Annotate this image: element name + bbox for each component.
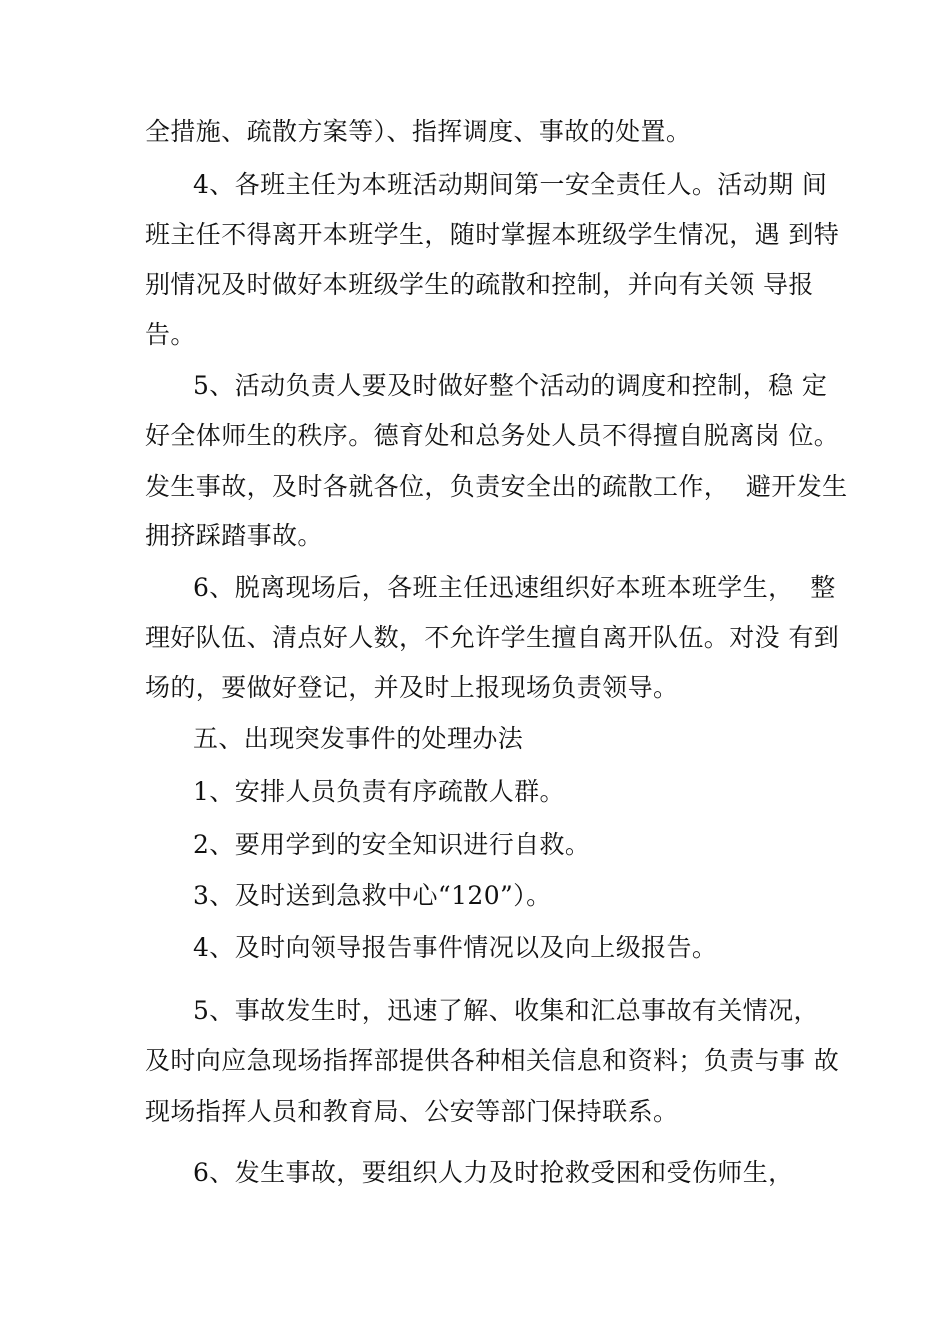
list-item: 1、安排人员负责有序疏散人群。 [193, 777, 565, 806]
paragraph-line: 6、发生事故，要组织人力及时抢救受困和受伤师生， [193, 1158, 794, 1187]
paragraph-line: 5、活动负责人要及时做好整个活动的调度和控制，稳 定 [193, 371, 828, 400]
paragraph-line: 发生事故，及时各就各位，负责安全出的疏散工作， 避开发生 [145, 472, 848, 501]
section-heading: 五、出现突发事件的处理办法 [193, 724, 524, 753]
paragraph-line: 4、各班主任为本班活动期间第一安全责任人。活动期 间 [193, 170, 828, 199]
paragraph-line: 理好队伍、清点好人数，不允许学生擅自离开队伍。对没 有到 [145, 623, 840, 652]
paragraph-line: 5、事故发生时，迅速了解、收集和汇总事故有关情况， [193, 996, 819, 1025]
list-item: 3、及时送到急救中心“120”）。 [193, 881, 552, 910]
paragraph-line: 场的，要做好登记，并及时上报现场负责领导。 [145, 673, 679, 702]
list-item: 2、要用学到的安全知识进行自救。 [193, 830, 591, 859]
paragraph-line: 班主任不得离开本班学生，随时掌握本班级学生情况，遇 到特 [145, 220, 840, 249]
paragraph-line: 好全体师生的秩序。德育处和总务处人员不得擅自脱离岗 位。 [145, 421, 840, 450]
paragraph-line: 全措施、疏散方案等）、指挥调度、事故的处置。 [145, 117, 692, 146]
paragraph-line: 别情况及时做好本班级学生的疏散和控制，并向有关领 导报 [145, 270, 814, 299]
paragraph-line: 拥挤踩踏事故。 [145, 521, 323, 550]
paragraph-line: 及时向应急现场指挥部提供各种相关信息和资料；负责与事 故 [145, 1046, 840, 1075]
list-item: 4、及时向领导报告事件情况以及向上级报告。 [193, 933, 718, 962]
paragraph-line: 现场指挥人员和教育局、公安等部门保持联系。 [145, 1097, 679, 1126]
paragraph-line: 6、脱离现场后，各班主任迅速组织好本班本班学生， 整 [193, 573, 836, 602]
paragraph-line: 告。 [145, 320, 196, 349]
